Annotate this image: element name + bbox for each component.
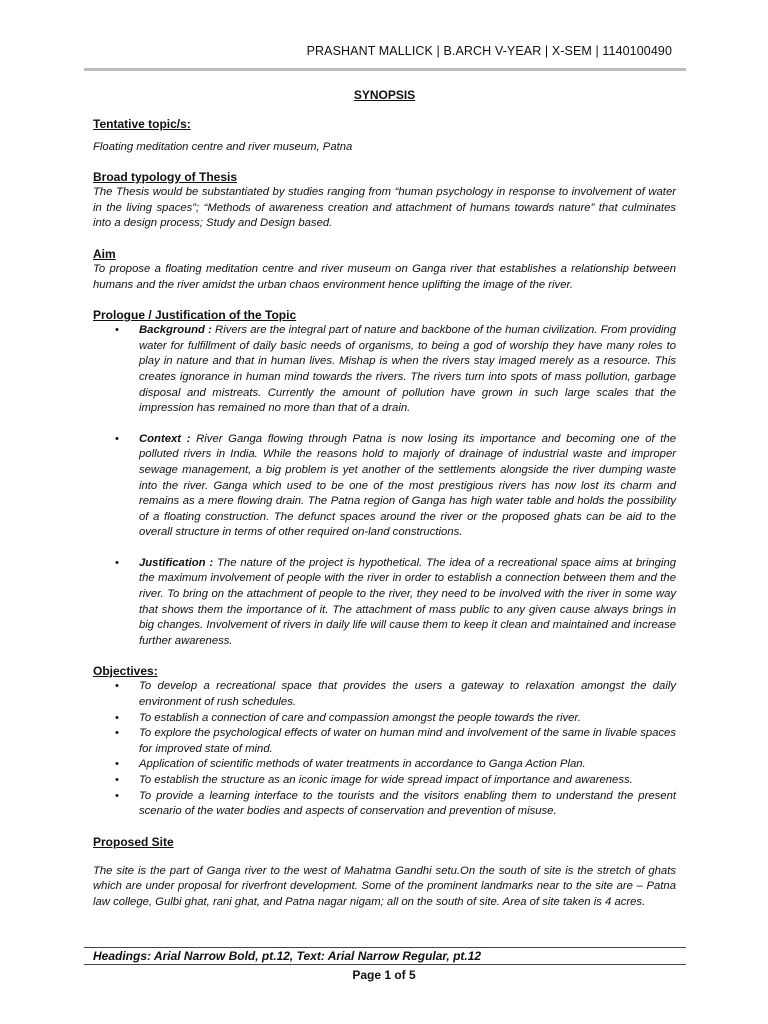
objectives-list (93, 679, 676, 819)
page-header: PRASHANT MALLICK | B.ARCH V-YEAR | X-SEM | 1140100490 (306, 44, 672, 58)
list-item (93, 789, 676, 820)
item-text: The nature of the project is hypothetical. The idea of a recreational space aims at bringing the maximum involvement of people with the river in order to establish a connection between them and the river. To bring on the attachment of people to the river, they need to be involved with the river in some way that shows them the importance of it. The attachment of mass public to any given cause always brings in big changes. Involvement of rivers in daily life will cause them to keep it clean and maintained and increase further awareness. (139, 556, 677, 647)
bullet-icon: • (115, 727, 119, 740)
bullet-icon: • (115, 324, 119, 337)
item-term: Context : (139, 432, 191, 445)
list-item (93, 432, 676, 541)
typology-heading: Broad typology of Thesis (93, 170, 238, 185)
objective-text: To establish a connection of care and compassion amongst the people towards the river. (139, 711, 581, 724)
objective-text: To explore the psychological effects of water on human mind and involvement of the same in livable spaces for improved state of mind. (139, 727, 676, 755)
tentative-topics-text: Floating meditation centre and river museum, Patna (93, 140, 353, 153)
bullet-icon: • (115, 432, 119, 445)
bullet-icon: • (115, 774, 119, 786)
item-term: Justification : (139, 556, 214, 569)
item-text: River Ganga flowing through Patna is now losing its importance and becoming one of the polluted rivers in India. While the reasons hold to majorly of drainage of industrial waste and improper sewage management, a big problem is yet another of the settlements alongside the river dumping waste into the river. Ganga which used to be one of the most prestigious rivers has now lost its charm and remains as a mere flowing drain. The Patna region of Ganga has high water table and holds the possibility of a floating construction. The defunct spaces around the river or the proposed ghats can be aid to the overall structure in terms of other required on-land constructions. (139, 432, 677, 539)
list-item (93, 556, 676, 650)
bullet-icon: • (115, 758, 119, 771)
objective-text: To develop a recreational space that provides the users a gateway to relaxation amongst the daily environment of rush schedules. (139, 680, 676, 709)
header-divider (84, 68, 686, 71)
footer-note: Headings: Arial Narrow Bold, pt.12, Text: Arial Narrow Regular, pt.12 (93, 949, 482, 963)
proposed-site-text: The site is the part of Ganga river to the west of Mahatma Gandhi setu.On the south of site is the stretch of ghats which are under proposal for riverfront development. Some of the prominent landmarks near to the site are – Patna law college, Gulbi ghat, rani ghat, and Patna nagar nigam; all on the south of site. Area of site taken is 4 acres. (93, 864, 676, 908)
page-number: Page 1 of 5 (352, 968, 416, 982)
bullet-icon: • (115, 711, 119, 724)
aim-text: To propose a floating meditation centre and river museum on Ganga river that establishes a relationship between humans and the river amidst the urban chaos environment hence uplifting the image of the river. (93, 262, 676, 291)
aim-heading: Aim (93, 246, 116, 261)
bullet-icon: • (115, 680, 119, 693)
footer-divider-top (84, 947, 686, 948)
bullet-icon: • (115, 789, 119, 802)
footer-divider-bottom (84, 964, 686, 965)
list-item (93, 679, 676, 710)
objective-text: To establish the structure as an iconic image for wide spread impact of importance and awareness. (139, 774, 633, 786)
prologue-heading: Prologue / Justification of the Topic (93, 308, 297, 323)
objective-text: To provide a learning interface to the tourists and the visitors enabling them to understand the present scenario of the water bodies and aspects of conservation and prevention of misuse. (139, 789, 676, 818)
objective-text: Application of scientific methods of water treatments in accordance to Ganga Action Plan. (139, 758, 586, 771)
document-title: SYNOPSIS (353, 88, 416, 102)
bullet-icon: • (115, 556, 119, 569)
list-item (93, 323, 676, 417)
item-text: Rivers are the integral part of nature and backbone of the human civilization. From providing water for fulfillment of daily basic needs of organisms, to being a god of worship they have many roles to play in nature and that in human lives. Mishap is when the rivers stay imaged merely as a resource. This creates ignorance in human mind towards the rivers. The rivers turn into spots of mass pollution, garbage disposal and mistreats. Currently the amount of pollution have grown in such large scales that the impression has remained no more than that of a drain. (139, 324, 676, 415)
page-content (93, 88, 676, 911)
list-item (93, 757, 676, 773)
typology-text: The Thesis would be substantiated by studies ranging from “human psychology in response to involvement of water in the living spaces”; “Methods of awareness creation and attachment of humans towards nature” that culminates into a design process; Study and Design based. (93, 186, 676, 230)
prologue-list (93, 323, 676, 649)
tentative-topics-heading: Tentative topic/s: (93, 116, 191, 131)
list-item (93, 773, 676, 789)
list-item (93, 726, 676, 757)
proposed-site-heading: Proposed Site (93, 834, 174, 849)
item-term: Background : (139, 324, 212, 337)
list-item (93, 711, 676, 727)
objectives-heading: Objectives: (93, 664, 158, 679)
